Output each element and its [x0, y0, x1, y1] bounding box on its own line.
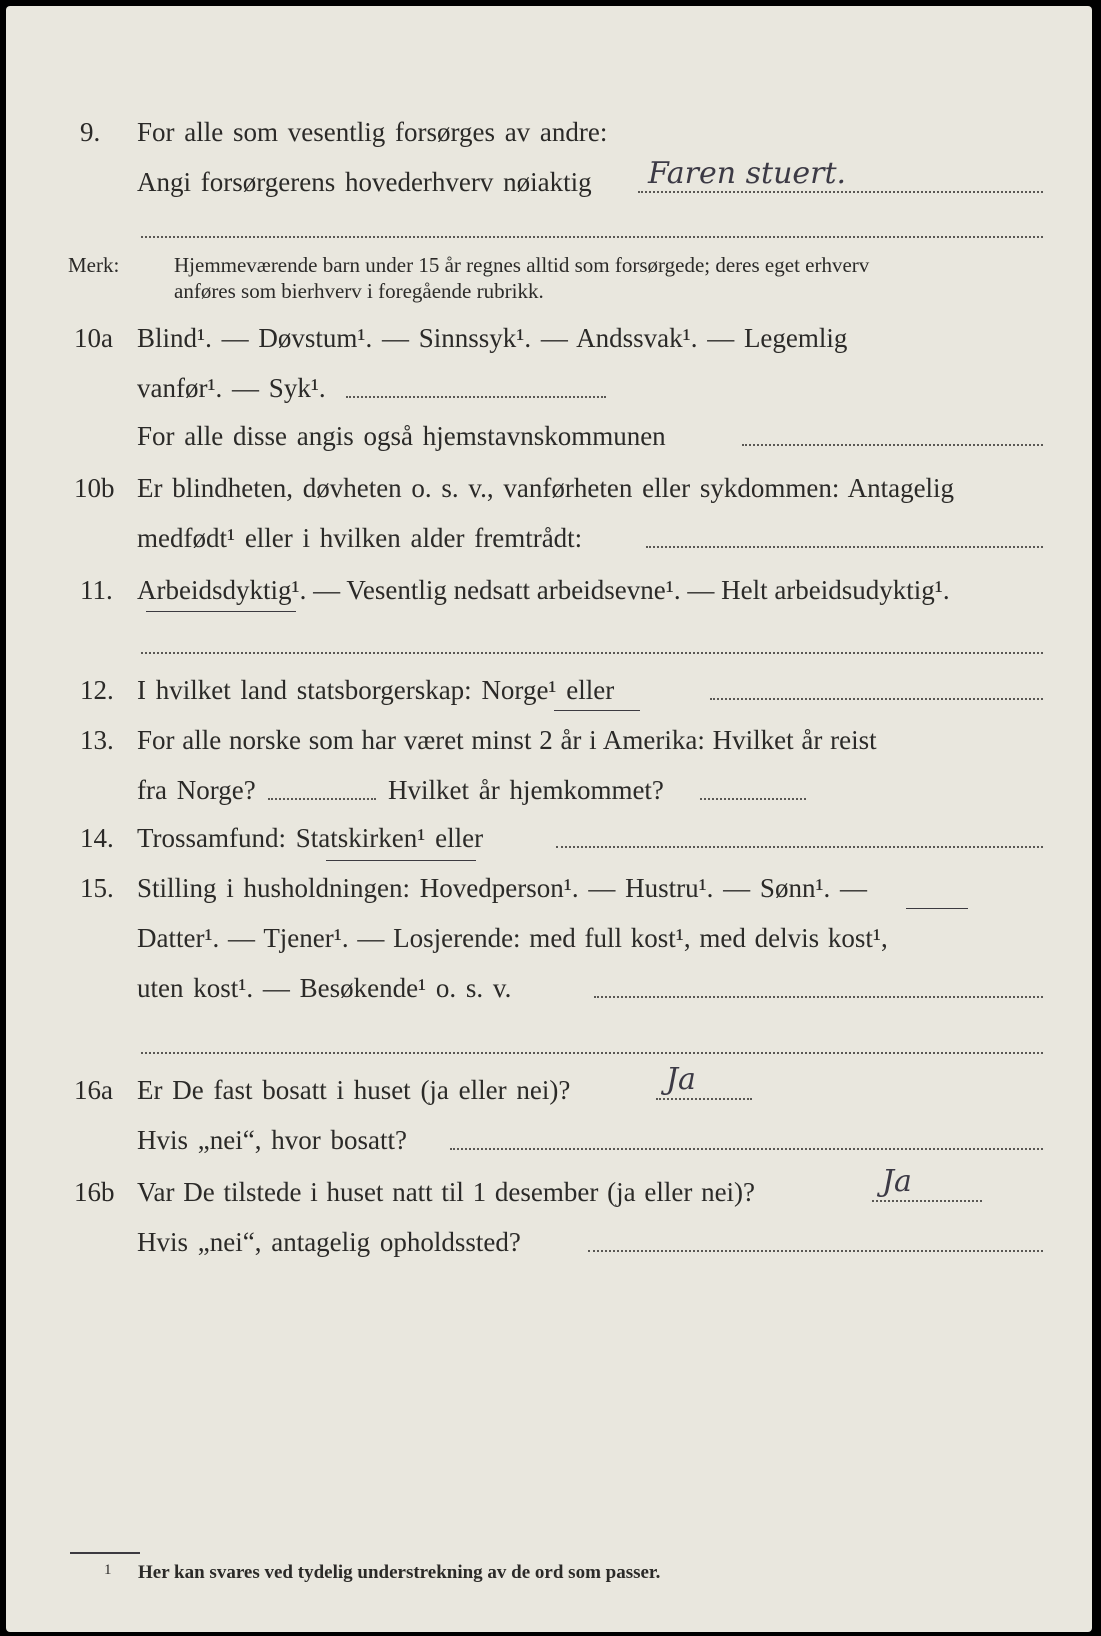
census-form-page: [6, 6, 1092, 1632]
answer-line: [594, 996, 1043, 998]
answer-line: [638, 191, 1043, 193]
handwritten-answer-present: Ja: [882, 1164, 912, 1199]
answer-line: [700, 798, 806, 800]
answer-line: [646, 546, 1043, 548]
question-text: Datter¹. — Tjener¹. — Losjerende: med full kost¹, med delvis kost¹,: [137, 923, 888, 953]
question-text: Hvis „nei“, hvor bosatt?: [137, 1125, 407, 1155]
question-text: Trossamfund: Statskirken¹ eller: [137, 823, 484, 853]
handwritten-underline: [326, 860, 476, 861]
handwritten-underline: [906, 908, 968, 909]
question-number: 14.: [80, 823, 114, 853]
question-text: For alle norske som har været minst 2 år i Amerika: Hvilket år reist: [137, 725, 877, 755]
question-text: For alle som vesentlig forsørges av andre:: [137, 117, 608, 147]
answer-line: [450, 1148, 1043, 1150]
note-text: Hjemmeværende barn under 15 år regnes alltid som forsørgede; deres eget erhverv: [174, 253, 870, 277]
question-number: 15.: [80, 873, 114, 903]
footnote-text: Her kan svares ved tydelig understrekning av de ord som passer.: [138, 1562, 661, 1583]
question-text: I hvilket land statsborgerskap: Norge¹ eller: [137, 675, 615, 705]
answer-line: [742, 444, 1043, 446]
answer-line: [141, 236, 1043, 238]
answer-line: [268, 798, 376, 800]
footnote-rule: [70, 1552, 140, 1554]
question-number: 16b: [74, 1177, 115, 1207]
question-text: Angi forsørgerens hovederhverv nøiaktig: [137, 167, 592, 197]
question-text: Arbeidsdyktig¹. — Vesentlig nedsatt arbeidsevne¹. — Helt arbeidsudyktig¹.: [137, 575, 950, 605]
question-text: uten kost¹. — Besøkende¹ o. s. v.: [137, 973, 512, 1003]
answer-line: [588, 1250, 1043, 1252]
question-text: Stilling i husholdningen: Hovedperson¹. — Hustru¹. — Sønn¹. —: [137, 873, 868, 903]
question-text: fra Norge?: [137, 775, 256, 805]
question-number: 10b: [74, 473, 115, 503]
question-number: 12.: [80, 675, 114, 705]
answer-line: [656, 1098, 752, 1100]
question-text: Hvis „nei“, antagelig opholdssted?: [137, 1227, 521, 1257]
handwritten-answer-provider-occupation: Faren stuert.: [648, 156, 847, 191]
question-number: 9.: [80, 117, 101, 147]
note-text: anføres som bierhverv i foregående rubrikk.: [174, 279, 544, 303]
question-text: Er De fast bosatt i huset (ja eller nei)?: [137, 1075, 571, 1105]
question-text: vanfør¹. — Syk¹.: [137, 373, 326, 403]
answer-line: [556, 846, 1043, 848]
footnote-mark: 1: [104, 1562, 112, 1578]
question-text: Blind¹. — Døvstum¹. — Sinnssyk¹. — Andssvak¹. — Legemlig: [137, 323, 848, 353]
answer-line: [872, 1200, 982, 1202]
answer-line: [141, 652, 1043, 654]
handwritten-answer-resident: Ja: [666, 1062, 696, 1097]
question-text: Er blindheten, døvheten o. s. v., vanførheten eller sykdommen: Antagelig: [137, 473, 955, 503]
answer-line: [346, 396, 606, 398]
question-text: For alle disse angis også hjemstavnskommunen: [137, 421, 666, 451]
handwritten-underline: [554, 710, 640, 711]
note-label: Merk:: [68, 253, 120, 277]
question-number: 16a: [74, 1075, 113, 1105]
question-text: medfødt¹ eller i hvilken alder fremtrådt:: [137, 523, 583, 553]
answer-line: [710, 698, 1043, 700]
question-number: 11.: [80, 575, 113, 605]
question-text: Var De tilstede i huset natt til 1 desember (ja eller nei)?: [137, 1177, 756, 1207]
question-text: Hvilket år hjemkommet?: [388, 775, 664, 805]
answer-line: [141, 1052, 1043, 1054]
handwritten-underline: [146, 611, 296, 612]
question-number: 13.: [80, 725, 114, 755]
question-number: 10a: [74, 323, 113, 353]
